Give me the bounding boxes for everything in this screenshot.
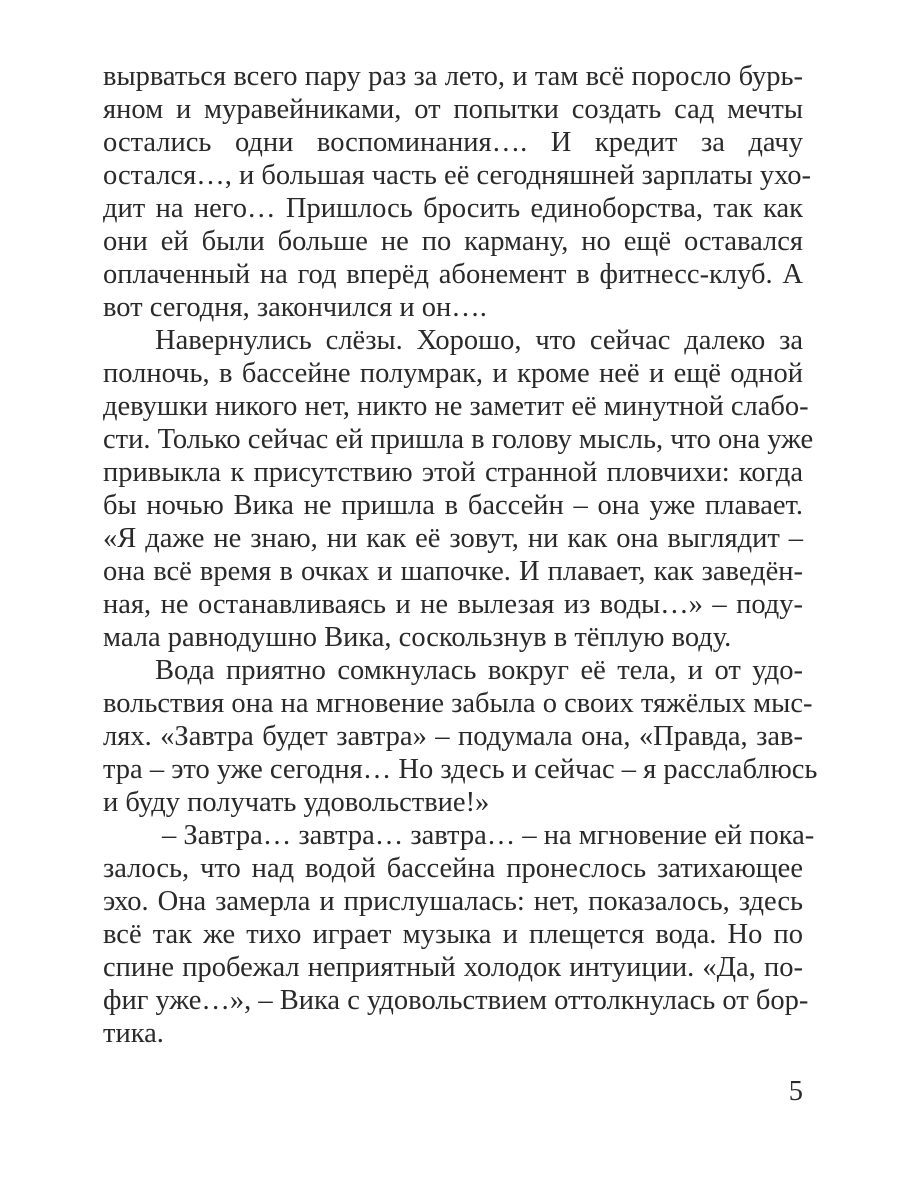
text-line: вот сегодня, закончился и он…. bbox=[103, 292, 487, 323]
text-line: она всё время в очках и шапочке. И плавает, как заведён- bbox=[103, 556, 803, 587]
text-line: ная, не останавливаясь и не вылезая из воды…» – поду- bbox=[103, 589, 803, 620]
text-line: оплаченный на год вперёд абонемент в фитнесс-клуб. А bbox=[103, 259, 803, 290]
text-line: «Я даже не знаю, ни как её зовут, ни как она выглядит – bbox=[103, 523, 803, 554]
text-line: яном и муравейниками, от попытки создать сад мечты bbox=[103, 94, 803, 125]
body-text bbox=[103, 60, 818, 1050]
text-line: тика. bbox=[103, 1018, 164, 1049]
text-line: вольствия она на мгновение забыла о своих тяжёлых мыс- bbox=[103, 688, 813, 719]
paragraph-first-line: Вода приятно сомкнулась вокруг её тела, и от удо- bbox=[155, 655, 803, 686]
text-line: полночь, в бассейне полумрак, и кроме неё и ещё одной bbox=[103, 358, 803, 389]
text-line: тра – это уже сегодня… Но здесь и сейчас – я расслаблюсь bbox=[103, 754, 818, 785]
page-number: 5 bbox=[788, 1076, 803, 1107]
text-line: эхо. Она замерла и прислушалась: нет, показалось, здесь bbox=[103, 886, 803, 917]
text-line: бы ночью Вика не пришла в бассейн – она уже плавает. bbox=[103, 490, 803, 521]
text-line: остались одни воспоминания…. И кредит за дачу bbox=[103, 127, 803, 158]
text-line: спине пробежал неприятный холодок интуиции. «Да, по- bbox=[103, 952, 803, 983]
text-line: залось, что над водой бассейна пронеслось затихающее bbox=[103, 853, 803, 884]
text-line: дит на него… Пришлось бросить единоборства, так как bbox=[103, 193, 803, 224]
text-line: остался…, и большая часть её сегодняшней зарплаты ухо- bbox=[103, 160, 812, 191]
text-line: фиг уже…», – Вика с удовольствием оттолкнулась от бор- bbox=[103, 985, 809, 1016]
text-line: мала равнодушно Вика, соскользнув в тёплую воду. bbox=[103, 622, 732, 653]
paragraph-first-line: Навернулись слёзы. Хорошо, что сейчас далеко за bbox=[155, 325, 803, 356]
text-line: сти. Только сейчас ей пришла в голову мысль, что она уже bbox=[103, 424, 814, 455]
paragraph-first-line: – Завтра… завтра… завтра… – на мгновение ей пока- bbox=[162, 820, 815, 851]
text-line: они ей были больше не по карману, но ещё оставался bbox=[103, 226, 803, 257]
text-line: привыкла к присутствию этой странной пловчихи: когда bbox=[103, 457, 803, 488]
text-line: вырваться всего пару раз за лето, и там всё поросло бурь- bbox=[103, 61, 803, 92]
text-line: девушки никого нет, никто не заметит её минутной слабо- bbox=[103, 391, 809, 422]
text-line: лях. «Завтра будет завтра» – подумала она, «Правда, зав- bbox=[103, 721, 803, 752]
text-line: и буду получать удовольствие!» bbox=[103, 787, 490, 818]
text-line: всё так же тихо играет музыка и плещется вода. Но по bbox=[103, 919, 803, 950]
